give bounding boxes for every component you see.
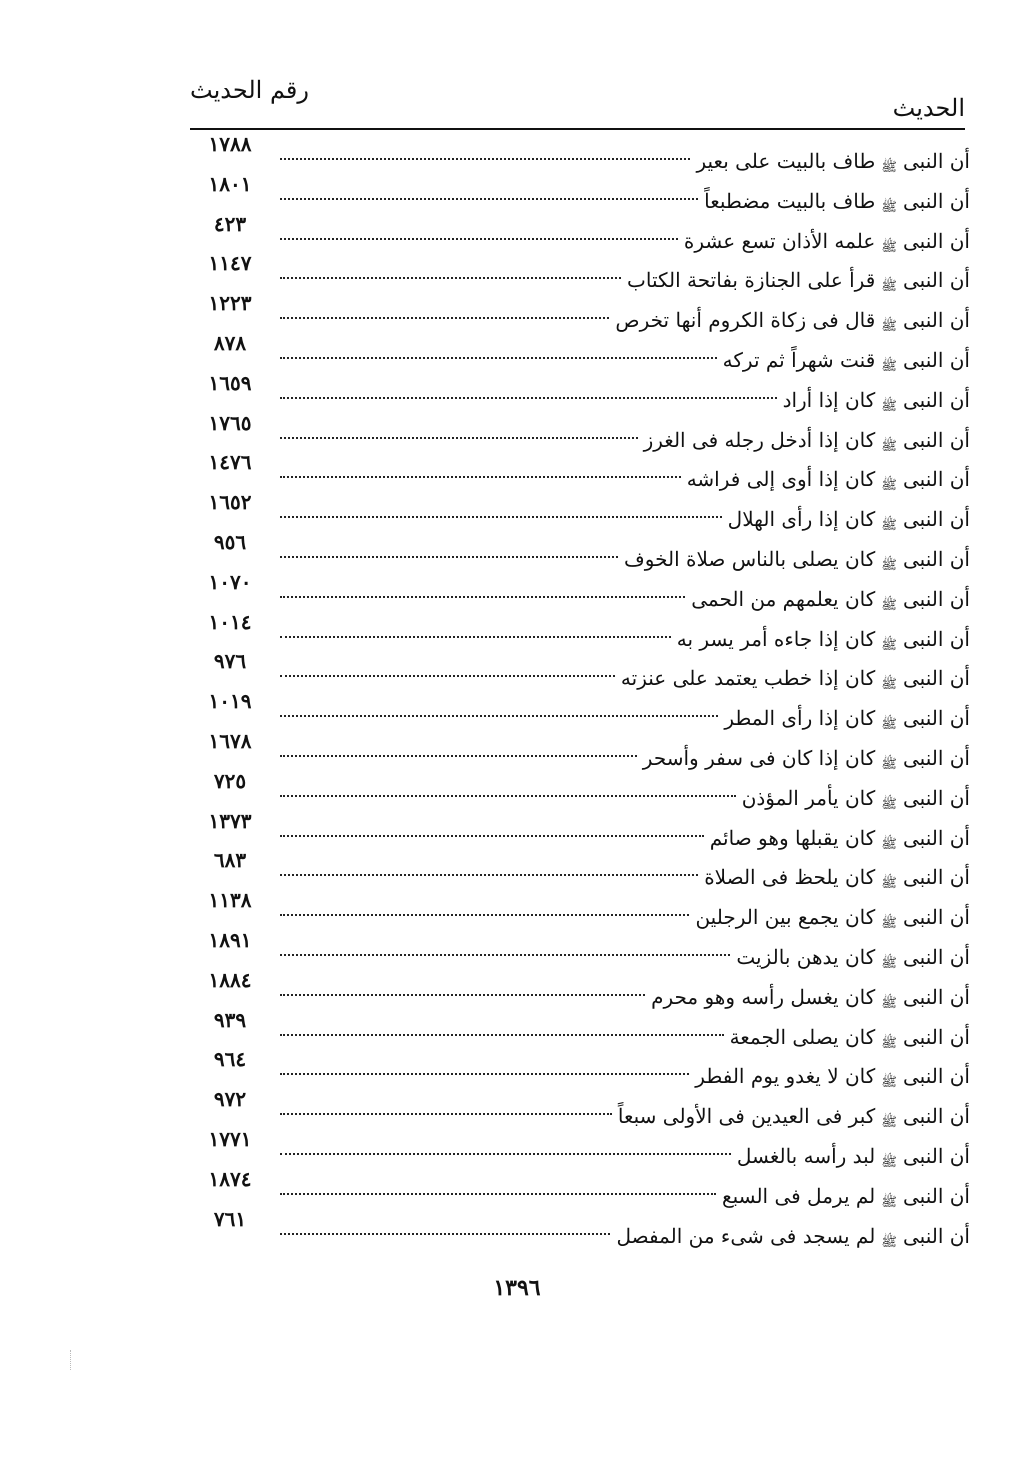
index-row bbox=[185, 410, 970, 454]
hadith-title: كان يغسل رأسه وهو محرم bbox=[651, 984, 876, 1009]
dot-leader bbox=[280, 596, 685, 598]
index-row bbox=[185, 251, 970, 295]
hadith-number: ٨٧٨ bbox=[213, 330, 247, 355]
index-row bbox=[185, 490, 970, 534]
hadith-entry bbox=[280, 942, 970, 970]
index-row bbox=[185, 1206, 970, 1250]
honorific-icon: ﷺ bbox=[881, 1075, 897, 1091]
hadith-entry bbox=[280, 703, 970, 731]
index-row bbox=[185, 1087, 970, 1131]
hadith-entry bbox=[280, 1022, 970, 1050]
hadith-entry bbox=[280, 186, 970, 214]
hadith-number: ٧٦١ bbox=[213, 1206, 247, 1231]
honorific-icon: ﷺ bbox=[881, 995, 897, 1011]
column-label-number: رقم الحديث bbox=[190, 76, 309, 104]
dot-leader bbox=[280, 1193, 716, 1195]
hadith-number: ١٨٠١ bbox=[208, 171, 252, 196]
hadith-title: قال فى زكاة الكروم أنها تخرص bbox=[615, 308, 876, 333]
hadith-title: كان يدهن بالزيت bbox=[736, 944, 876, 969]
honorific-icon: ﷺ bbox=[881, 756, 897, 772]
entry-prefix: أن النبى bbox=[903, 188, 970, 213]
hadith-title: كان إذا خطب يعتمد على عنزته bbox=[620, 666, 876, 691]
entry-prefix: أن النبى bbox=[903, 1104, 970, 1129]
hadith-title: كان يعلمهم من الحمى bbox=[691, 586, 876, 611]
hadith-number: ١٨٧٤ bbox=[208, 1166, 252, 1191]
entry-prefix: أن النبى bbox=[903, 1064, 970, 1089]
hadith-number: ١٨٩١ bbox=[208, 927, 252, 952]
hadith-entry bbox=[280, 624, 970, 652]
hadith-title: كان إذا أدخل رجله فى الغرز bbox=[643, 427, 876, 452]
hadith-entry bbox=[280, 504, 970, 532]
hadith-entry bbox=[280, 783, 970, 811]
index-row bbox=[185, 649, 970, 693]
entry-prefix: أن النبى bbox=[903, 825, 970, 850]
honorific-icon: ﷺ bbox=[881, 677, 897, 693]
dot-leader bbox=[280, 556, 618, 558]
entry-prefix: أن النبى bbox=[903, 905, 970, 930]
honorific-icon: ﷺ bbox=[881, 796, 897, 812]
hadith-entry bbox=[280, 464, 970, 492]
index-row bbox=[185, 808, 970, 852]
hadith-title: كان لا يغدو يوم الفطر bbox=[695, 1064, 876, 1089]
entry-prefix: أن النبى bbox=[903, 745, 970, 770]
honorific-icon: ﷺ bbox=[881, 1234, 897, 1250]
hadith-title: طاف بالبيت على بعير bbox=[696, 149, 876, 173]
honorific-icon: ﷺ bbox=[881, 1035, 897, 1051]
hadith-title: كان يصلى بالناس صلاة الخوف bbox=[624, 546, 876, 571]
column-label-hadith: الحديث bbox=[892, 94, 965, 122]
dot-leader bbox=[280, 158, 690, 160]
honorific-icon: ﷺ bbox=[881, 1115, 897, 1131]
hadith-title: علمه الأذان تسع عشرة bbox=[683, 228, 876, 253]
dot-leader bbox=[280, 675, 615, 677]
honorific-icon: ﷺ bbox=[881, 438, 897, 454]
hadith-number: ١٧٧١ bbox=[208, 1126, 252, 1151]
honorific-icon: ﷺ bbox=[881, 836, 897, 852]
hadith-entry bbox=[280, 265, 970, 293]
honorific-icon: ﷺ bbox=[881, 557, 897, 573]
index-row bbox=[185, 569, 970, 613]
dot-leader bbox=[280, 755, 637, 757]
hadith-number: ٩٦٤ bbox=[213, 1047, 247, 1072]
hadith-title: كان يقبلها وهو صائم bbox=[709, 825, 876, 850]
index-row bbox=[185, 211, 970, 255]
hadith-entry bbox=[280, 862, 970, 890]
entry-prefix: أن النبى bbox=[903, 785, 970, 810]
hadith-title: كان إذا كان فى سفر وأسحر bbox=[642, 745, 876, 770]
dot-leader bbox=[280, 1233, 610, 1235]
hadith-number: ١٦٧٨ bbox=[208, 728, 252, 753]
hadith-title: كبر فى العيدين فى الأولى سبعاً bbox=[617, 1104, 876, 1129]
dot-leader bbox=[280, 437, 638, 439]
entry-prefix: أن النبى bbox=[903, 984, 970, 1009]
honorific-icon: ﷺ bbox=[881, 518, 897, 534]
index-row bbox=[185, 848, 970, 892]
honorific-icon: ﷺ bbox=[881, 1194, 897, 1210]
index-row bbox=[185, 609, 970, 653]
hadith-number: ٦٨٣ bbox=[213, 848, 247, 873]
hadith-number: ١١٣٨ bbox=[208, 888, 252, 913]
dot-leader bbox=[280, 1034, 724, 1036]
index-row bbox=[185, 370, 970, 414]
entry-prefix: أن النبى bbox=[903, 586, 970, 611]
honorific-icon: ﷺ bbox=[881, 478, 897, 494]
dot-leader bbox=[280, 954, 730, 956]
hadith-entry bbox=[280, 1181, 970, 1209]
hadith-number: ١٠١٩ bbox=[208, 689, 252, 714]
scan-artifact bbox=[70, 1350, 72, 1370]
entry-prefix: أن النبى bbox=[903, 1143, 970, 1168]
hadith-title: كان إذا جاءه أمر يسر به bbox=[676, 626, 876, 651]
dot-leader bbox=[280, 357, 717, 359]
dot-leader bbox=[280, 1153, 731, 1155]
honorific-icon: ﷺ bbox=[881, 916, 897, 932]
hadith-number: ١٧٨٨ bbox=[208, 132, 252, 156]
dot-leader bbox=[280, 516, 722, 518]
honorific-icon: ﷺ bbox=[881, 239, 897, 255]
entry-prefix: أن النبى bbox=[903, 546, 970, 571]
index-row bbox=[185, 927, 970, 971]
hadith-title: كان يأمر المؤذن bbox=[741, 785, 876, 810]
entry-prefix: أن النبى bbox=[903, 387, 970, 412]
hadith-entry bbox=[280, 544, 970, 572]
hadith-number: ١٨٨٤ bbox=[208, 967, 252, 992]
hadith-title: طاف بالبيت مضطبعاً bbox=[704, 188, 876, 213]
hadith-number: ١٢٢٣ bbox=[208, 291, 252, 316]
hadith-title: لم يسجد فى شىء من المفصل bbox=[616, 1223, 876, 1248]
entry-prefix: أن النبى bbox=[903, 308, 970, 333]
hadith-entry bbox=[280, 584, 970, 612]
index-row bbox=[185, 1047, 970, 1091]
honorific-icon: ﷺ bbox=[881, 279, 897, 295]
hadith-title: كان يصلى الجمعة bbox=[729, 1024, 876, 1049]
hadith-entry bbox=[280, 425, 970, 453]
dot-leader bbox=[280, 1113, 612, 1115]
dot-leader bbox=[280, 238, 678, 240]
dot-leader bbox=[280, 1073, 689, 1075]
hadith-entry bbox=[280, 982, 970, 1010]
dot-leader bbox=[280, 835, 704, 837]
hadith-entry bbox=[280, 385, 970, 413]
index-row bbox=[185, 689, 970, 733]
entry-prefix: أن النبى bbox=[903, 149, 970, 173]
dot-leader bbox=[280, 715, 718, 717]
hadith-entry bbox=[280, 663, 970, 691]
table-header bbox=[190, 76, 965, 130]
honorific-icon: ﷺ bbox=[881, 358, 897, 374]
hadith-title: كان إذا رأى الهلال bbox=[727, 507, 876, 532]
entry-prefix: أن النبى bbox=[903, 507, 970, 532]
dot-leader bbox=[280, 397, 777, 399]
hadith-number: ١٧٦٥ bbox=[208, 410, 252, 435]
entry-prefix: أن النبى bbox=[903, 865, 970, 890]
entry-prefix: أن النبى bbox=[903, 467, 970, 492]
hadith-entry bbox=[280, 226, 970, 254]
index-row bbox=[185, 1166, 970, 1210]
hadith-number: ٩٧٦ bbox=[213, 649, 247, 674]
hadith-number: ٧٢٥ bbox=[213, 768, 247, 793]
honorific-icon: ﷺ bbox=[881, 717, 897, 733]
page-number: ١٣٩٦ bbox=[493, 1275, 541, 1301]
hadith-number: ١٠٧٠ bbox=[208, 569, 252, 594]
hadith-title: قنت شهراً ثم تركه bbox=[722, 347, 876, 372]
hadith-title: كان يجمع بين الرجلين bbox=[695, 905, 876, 930]
index-row bbox=[185, 728, 970, 772]
hadith-title: قرأ على الجنازة بفاتحة الكتاب bbox=[627, 268, 876, 293]
honorific-icon: ﷺ bbox=[881, 1154, 897, 1170]
hadith-entry bbox=[280, 305, 970, 333]
hadith-number: ١٦٥٩ bbox=[208, 370, 252, 395]
index-row bbox=[185, 330, 970, 374]
dot-leader bbox=[280, 914, 689, 916]
entry-prefix: أن النبى bbox=[903, 666, 970, 691]
entry-prefix: أن النبى bbox=[903, 1223, 970, 1248]
dot-leader bbox=[280, 277, 621, 279]
index-row bbox=[185, 1007, 970, 1051]
honorific-icon: ﷺ bbox=[881, 876, 897, 892]
honorific-icon: ﷺ bbox=[881, 199, 897, 215]
dot-leader bbox=[280, 476, 681, 478]
dot-leader bbox=[280, 198, 698, 200]
hadith-number: ١٦٥٢ bbox=[208, 490, 252, 515]
hadith-entry bbox=[280, 146, 970, 174]
entry-prefix: أن النبى bbox=[903, 626, 970, 651]
hadith-entry bbox=[280, 1221, 970, 1249]
hadith-number: ١١٤٧ bbox=[208, 251, 252, 276]
hadith-title: كان إذا أراد bbox=[782, 387, 876, 412]
hadith-entry bbox=[280, 743, 970, 771]
index-row bbox=[185, 291, 970, 335]
hadith-title: لبد رأسه بالغسل bbox=[736, 1143, 876, 1168]
entry-prefix: أن النبى bbox=[903, 944, 970, 969]
entry-prefix: أن النبى bbox=[903, 268, 970, 293]
dot-leader bbox=[280, 795, 736, 797]
index-row bbox=[185, 171, 970, 215]
dot-leader bbox=[280, 994, 645, 996]
hadith-title: كان إذا رأى المطر bbox=[724, 706, 876, 731]
hadith-entry bbox=[280, 1141, 970, 1169]
hadith-entry bbox=[280, 1101, 970, 1129]
dot-leader bbox=[280, 317, 609, 319]
entry-prefix: أن النبى bbox=[903, 228, 970, 253]
hadith-number: ١٣٧٣ bbox=[208, 808, 252, 833]
hadith-index-list bbox=[185, 132, 970, 1250]
hadith-title: كان إذا أوى إلى فراشه bbox=[686, 467, 876, 492]
hadith-entry bbox=[280, 345, 970, 373]
hadith-number: ٤٢٣ bbox=[213, 211, 247, 236]
hadith-number: ٩٧٢ bbox=[213, 1087, 247, 1112]
honorific-icon: ﷺ bbox=[881, 160, 897, 175]
index-row bbox=[185, 1126, 970, 1170]
dot-leader bbox=[280, 636, 671, 638]
index-row bbox=[185, 888, 970, 932]
index-row bbox=[185, 967, 970, 1011]
hadith-number: ١٤٧٦ bbox=[208, 450, 252, 475]
honorific-icon: ﷺ bbox=[881, 398, 897, 414]
hadith-title: كان يلحظ فى الصلاة bbox=[704, 865, 876, 890]
entry-prefix: أن النبى bbox=[903, 1183, 970, 1208]
honorific-icon: ﷺ bbox=[881, 637, 897, 653]
hadith-number: ١٠١٤ bbox=[208, 609, 252, 634]
hadith-entry bbox=[280, 823, 970, 851]
index-row bbox=[185, 529, 970, 573]
entry-prefix: أن النبى bbox=[903, 347, 970, 372]
entry-prefix: أن النبى bbox=[903, 1024, 970, 1049]
hadith-title: لم يرمل فى السبع bbox=[721, 1183, 876, 1208]
entry-prefix: أن النبى bbox=[903, 427, 970, 452]
hadith-number: ٩٥٦ bbox=[213, 529, 247, 554]
honorific-icon: ﷺ bbox=[881, 319, 897, 335]
index-row bbox=[185, 450, 970, 494]
hadith-entry bbox=[280, 902, 970, 930]
honorific-icon: ﷺ bbox=[881, 597, 897, 613]
dot-leader bbox=[280, 874, 698, 876]
hadith-number: ٩٣٩ bbox=[213, 1007, 247, 1032]
hadith-entry bbox=[280, 1061, 970, 1089]
entry-prefix: أن النبى bbox=[903, 706, 970, 731]
index-row bbox=[185, 768, 970, 812]
index-row bbox=[185, 132, 970, 175]
honorific-icon: ﷺ bbox=[881, 955, 897, 971]
